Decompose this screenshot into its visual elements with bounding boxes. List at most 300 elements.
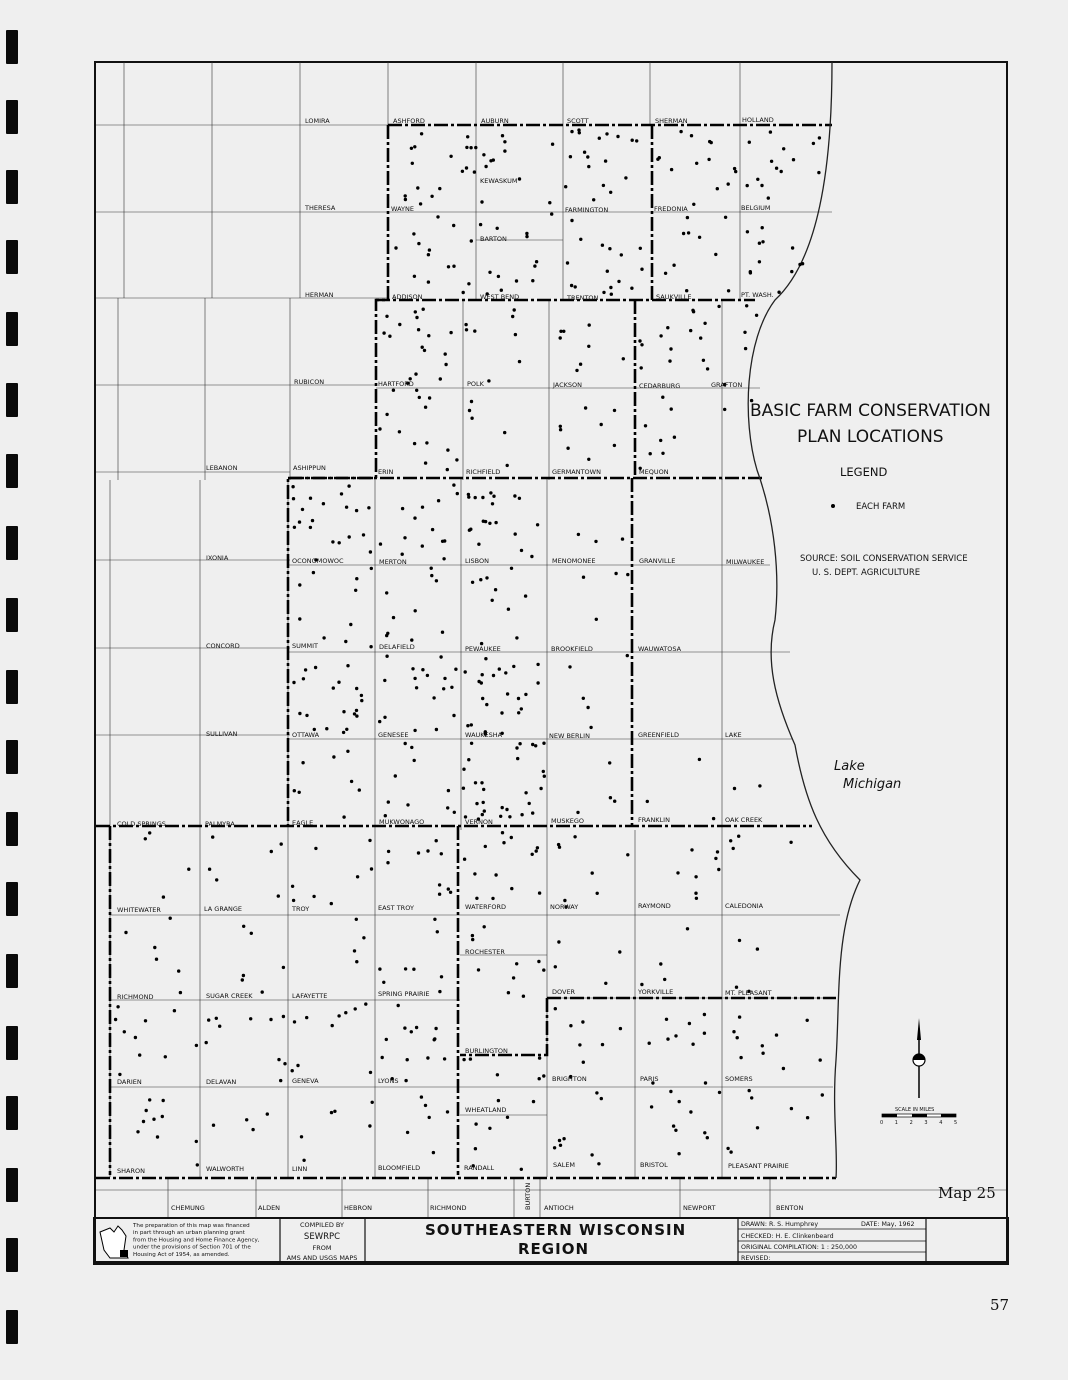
farm-dot bbox=[609, 286, 612, 289]
farm-dot bbox=[706, 1136, 709, 1139]
farm-dot bbox=[695, 897, 698, 900]
farm-dot bbox=[300, 1135, 303, 1138]
farm-dot bbox=[746, 230, 749, 233]
farm-dot bbox=[282, 966, 285, 969]
farm-dot bbox=[635, 139, 638, 142]
farm-dot bbox=[385, 1038, 388, 1041]
farm-dot bbox=[703, 322, 706, 325]
farm-dot bbox=[475, 802, 478, 805]
town-label: IXONIA bbox=[206, 554, 229, 562]
farm-dot bbox=[414, 310, 417, 313]
farm-dot bbox=[269, 1018, 272, 1021]
township-grid bbox=[96, 62, 1006, 1218]
town-label: NORWAY bbox=[550, 903, 579, 911]
farm-dot bbox=[355, 509, 358, 512]
farm-dot bbox=[403, 536, 406, 539]
farm-dot bbox=[767, 196, 770, 199]
farm-dot bbox=[664, 272, 667, 275]
farm-dot bbox=[702, 359, 705, 362]
farm-dot bbox=[404, 967, 407, 970]
farm-dot bbox=[750, 1096, 753, 1099]
farm-dot bbox=[406, 1058, 409, 1061]
farm-dot bbox=[378, 427, 381, 430]
farm-dot bbox=[283, 1062, 286, 1065]
farm-dot bbox=[566, 261, 569, 264]
farm-dot bbox=[644, 424, 647, 427]
farm-dot bbox=[187, 868, 190, 871]
farm-dot bbox=[415, 316, 418, 319]
town-label: OTTAWA bbox=[292, 731, 320, 739]
farm-dot bbox=[355, 960, 358, 963]
farm-dot bbox=[338, 541, 341, 544]
checked-by: CHECKED: H. E. Clinkenbeard bbox=[741, 1233, 834, 1240]
town-label: SOMERS bbox=[725, 1075, 753, 1083]
farm-dot bbox=[354, 589, 357, 592]
farm-dot bbox=[442, 557, 445, 560]
farm-dot bbox=[331, 1024, 334, 1027]
farm-dot bbox=[694, 892, 697, 895]
farm-dot bbox=[573, 835, 576, 838]
lake-label-2: Michigan bbox=[843, 777, 902, 792]
farm-dot bbox=[162, 895, 165, 898]
farm-dot bbox=[492, 674, 495, 677]
farm-dot bbox=[564, 185, 567, 188]
farm-dot bbox=[819, 1058, 822, 1061]
farm-dot bbox=[152, 1118, 155, 1121]
farm-dot bbox=[732, 1030, 735, 1033]
farm-dot bbox=[466, 724, 469, 727]
farm-dot bbox=[727, 182, 730, 185]
farm-dot bbox=[428, 1116, 431, 1119]
farm-dot bbox=[710, 141, 713, 144]
funding-note-line: Housing Act of 1954, as amended. bbox=[133, 1251, 230, 1258]
farm-dot bbox=[518, 497, 521, 500]
farm-dot bbox=[533, 264, 536, 267]
compiled-by-line: FROM bbox=[312, 1244, 332, 1252]
farm-dot bbox=[330, 1111, 333, 1114]
farm-dot bbox=[304, 668, 307, 671]
farm-dot bbox=[434, 1027, 437, 1030]
farm-dot bbox=[782, 1067, 785, 1070]
farm-dot bbox=[553, 1146, 556, 1149]
farm-dot bbox=[518, 360, 521, 363]
farm-dot bbox=[582, 576, 585, 579]
farm-dot bbox=[385, 591, 388, 594]
farm-dot bbox=[577, 533, 580, 536]
farm-dot bbox=[452, 224, 455, 227]
farm-dot bbox=[437, 499, 440, 502]
farm-dot bbox=[518, 742, 521, 745]
funding-note-line: under the provisions of Section 701 of the bbox=[133, 1244, 251, 1251]
farm-dot bbox=[769, 130, 772, 133]
farm-dot bbox=[538, 1056, 541, 1059]
farm-dot bbox=[465, 146, 468, 149]
farm-dot bbox=[695, 162, 698, 165]
town-label: BLOOMFIELD bbox=[378, 1164, 421, 1172]
farm-dot bbox=[638, 339, 641, 342]
farm-dot bbox=[331, 540, 334, 543]
farm-dot bbox=[156, 1135, 159, 1138]
farm-dot bbox=[482, 788, 485, 791]
farm-dot bbox=[349, 623, 352, 626]
farm-dot bbox=[542, 770, 545, 773]
farm-dot bbox=[468, 409, 471, 412]
farm-dot bbox=[586, 706, 589, 709]
farm-dot bbox=[594, 540, 597, 543]
farm-dot bbox=[758, 784, 761, 787]
farm-dot bbox=[368, 839, 371, 842]
farm-dot bbox=[674, 1129, 677, 1132]
farm-dot bbox=[588, 323, 591, 326]
scale-label: SCALE IN MILES bbox=[895, 1107, 935, 1113]
farm-dot bbox=[507, 991, 510, 994]
farm-dot bbox=[739, 1056, 742, 1059]
farm-dot bbox=[575, 369, 578, 372]
farm-dot bbox=[463, 858, 466, 861]
farm-dot bbox=[411, 162, 414, 165]
farm-dot bbox=[136, 1130, 139, 1133]
farm-dot bbox=[378, 720, 381, 723]
farm-dot bbox=[415, 389, 418, 392]
farm-dot bbox=[515, 746, 518, 749]
farm-dot bbox=[426, 674, 429, 677]
farm-dot bbox=[358, 788, 361, 791]
farm-dot bbox=[342, 710, 345, 713]
farm-dot bbox=[446, 448, 449, 451]
farm-dot bbox=[347, 484, 350, 487]
farm-dot bbox=[474, 496, 477, 499]
farm-dot bbox=[505, 808, 508, 811]
farm-dot bbox=[337, 1014, 340, 1017]
farm-dot bbox=[498, 667, 501, 670]
farm-dot bbox=[515, 636, 518, 639]
town-label: JACKSON bbox=[553, 381, 583, 389]
farm-dot bbox=[602, 291, 605, 294]
farm-dot bbox=[411, 667, 414, 670]
farm-dot bbox=[694, 875, 697, 878]
source-line-2: U. S. DEPT. AGRICULTURE bbox=[812, 568, 921, 578]
town-label: WATERFORD bbox=[465, 903, 506, 911]
farm-dot bbox=[410, 746, 413, 749]
town-label: BELGIUM bbox=[741, 204, 771, 212]
farm-dot bbox=[474, 781, 477, 784]
farm-dot bbox=[417, 851, 420, 854]
farm-dot bbox=[497, 1099, 500, 1102]
farm-dot bbox=[618, 950, 621, 953]
farm-dot bbox=[817, 171, 820, 174]
farm-dot bbox=[756, 1126, 759, 1129]
border-town-label: BENTON bbox=[776, 1204, 804, 1212]
town-label: HERMAN bbox=[305, 291, 334, 299]
farm-dot bbox=[672, 264, 675, 267]
farm-dot bbox=[144, 837, 147, 840]
town-label: SAUKVILLE bbox=[656, 293, 692, 301]
farm-dot bbox=[726, 1147, 729, 1150]
title-block bbox=[94, 1218, 1008, 1264]
farm-dot bbox=[666, 1037, 669, 1040]
farm-dot bbox=[314, 666, 317, 669]
farm-dot bbox=[369, 550, 372, 553]
farm-dot bbox=[148, 831, 151, 834]
farm-dot bbox=[355, 918, 358, 921]
farm-dot bbox=[669, 1090, 672, 1093]
town-label: GERMANTOWN bbox=[552, 468, 601, 476]
farm-dot bbox=[467, 493, 470, 496]
farm-dot bbox=[424, 461, 427, 464]
farm-dot bbox=[534, 744, 537, 747]
farm-dot bbox=[516, 757, 519, 760]
farm-dot bbox=[464, 670, 467, 673]
farm-dot bbox=[298, 583, 301, 586]
farm-dot bbox=[539, 787, 542, 790]
border-town-label: ANTIOCH bbox=[544, 1204, 574, 1212]
farm-dot bbox=[195, 1140, 198, 1143]
farm-dot bbox=[417, 242, 420, 245]
farm-dot bbox=[703, 1013, 706, 1016]
town-labels bbox=[117, 116, 804, 1212]
farm-dot bbox=[421, 346, 424, 349]
farm-dot bbox=[610, 293, 613, 296]
farm-dot bbox=[679, 130, 682, 133]
farm-dot bbox=[342, 731, 345, 734]
farm-dot bbox=[678, 1100, 681, 1103]
farm-dot bbox=[659, 334, 662, 337]
farm-dot bbox=[447, 789, 450, 792]
farm-dot bbox=[569, 155, 572, 158]
farm-dot bbox=[298, 520, 301, 523]
farm-dot bbox=[164, 1055, 167, 1058]
farm-dot bbox=[430, 574, 433, 577]
farm-dot bbox=[542, 742, 545, 745]
town-label: NEW BERLIN bbox=[549, 732, 590, 740]
farm-dot bbox=[520, 1168, 523, 1171]
farm-dot bbox=[512, 665, 515, 668]
farm-dot bbox=[292, 899, 295, 902]
farm-dot bbox=[531, 743, 534, 746]
revised: REVISED: bbox=[741, 1255, 771, 1262]
farm-dot bbox=[661, 452, 664, 455]
farm-dot bbox=[462, 291, 465, 294]
farm-dot bbox=[528, 802, 531, 805]
farm-dot bbox=[559, 425, 562, 428]
town-label: GRAFTON bbox=[711, 381, 743, 389]
farm-dot bbox=[483, 925, 486, 928]
border-town-label: CHEMUNG bbox=[171, 1204, 205, 1212]
scale-tick-label: 5 bbox=[954, 1120, 958, 1126]
farm-dot bbox=[412, 232, 415, 235]
farm-dot bbox=[422, 308, 425, 311]
farm-dot bbox=[435, 839, 438, 842]
farm-dot bbox=[608, 761, 611, 764]
farm-dot bbox=[470, 723, 473, 726]
farm-dot bbox=[494, 873, 497, 876]
farm-dot bbox=[449, 891, 452, 894]
farm-dot bbox=[736, 1036, 739, 1039]
farm-dot bbox=[761, 226, 764, 229]
farm-dot bbox=[325, 727, 328, 730]
farm-dot bbox=[520, 813, 523, 816]
map-number: Map 25 bbox=[938, 1184, 996, 1202]
town-label: DELAVAN bbox=[206, 1078, 237, 1086]
town-label: MUKWONAGO bbox=[379, 818, 425, 826]
border-town-label: RICHMOND bbox=[430, 1204, 467, 1212]
farm-dot bbox=[296, 1064, 299, 1067]
farm-dot bbox=[569, 1024, 572, 1027]
farm-dot bbox=[485, 703, 488, 706]
farm-dot bbox=[600, 1097, 603, 1100]
farm-dot bbox=[551, 143, 554, 146]
farm-dot bbox=[491, 599, 494, 602]
farm-dot bbox=[447, 887, 450, 890]
farm-dot bbox=[464, 323, 467, 326]
farm-dot bbox=[698, 236, 701, 239]
farm-dot bbox=[414, 372, 417, 375]
border-town-label: NEWPORT bbox=[683, 1204, 716, 1212]
farm-dot bbox=[659, 962, 662, 965]
farm-dot bbox=[382, 331, 385, 334]
farm-dot bbox=[161, 1115, 164, 1118]
town-label: ASHFORD bbox=[393, 117, 425, 125]
compiled-by-line: SEWRPC bbox=[303, 1232, 341, 1242]
farm-dot bbox=[439, 655, 442, 658]
farm-dot bbox=[690, 848, 693, 851]
farm-dot bbox=[745, 304, 748, 307]
farm-dot bbox=[398, 323, 401, 326]
farm-dot bbox=[579, 238, 582, 241]
farm-dot bbox=[404, 194, 407, 197]
farm-dot bbox=[419, 202, 422, 205]
farm-dot bbox=[250, 932, 253, 935]
farm-dot bbox=[466, 135, 469, 138]
farm-dot bbox=[470, 400, 473, 403]
farm-dot bbox=[266, 1112, 269, 1115]
farm-dot bbox=[420, 1095, 423, 1098]
farm-dot bbox=[791, 246, 794, 249]
town-label: SHARON bbox=[117, 1167, 145, 1175]
farm-dot bbox=[370, 867, 373, 870]
lake-label-1: Lake bbox=[834, 759, 865, 774]
town-label: WAUKESHA bbox=[465, 731, 503, 739]
farm-dot bbox=[485, 576, 488, 579]
farm-dot bbox=[435, 579, 438, 582]
farm-dot bbox=[482, 520, 485, 523]
farm-dot bbox=[502, 841, 505, 844]
scale-tick-label: 1 bbox=[894, 1120, 898, 1126]
farm-dot bbox=[386, 632, 389, 635]
farm-dot bbox=[449, 331, 452, 334]
farm-dot bbox=[142, 1120, 145, 1123]
farm-dot bbox=[481, 697, 484, 700]
town-label: BROOKFIELD bbox=[551, 645, 593, 653]
farm-dot bbox=[312, 571, 315, 574]
farm-dot bbox=[440, 852, 443, 855]
farm-dot bbox=[442, 687, 445, 690]
farm-dot bbox=[330, 902, 333, 905]
town-label: SCOTT bbox=[567, 117, 589, 125]
farm-dot bbox=[438, 883, 441, 886]
town-label: LEBANON bbox=[206, 464, 238, 472]
farm-dot bbox=[732, 847, 735, 850]
farm-dot bbox=[403, 1026, 406, 1029]
farm-dot bbox=[496, 1073, 499, 1076]
farm-dot bbox=[587, 345, 590, 348]
farm-dot bbox=[452, 265, 455, 268]
town-label: WAYNE bbox=[391, 205, 414, 213]
farm-dot bbox=[690, 134, 693, 137]
farm-dot bbox=[648, 1042, 651, 1045]
farm-dot bbox=[738, 939, 741, 942]
town-label: LOMIRA bbox=[305, 117, 330, 125]
farm-dot bbox=[426, 849, 429, 852]
town-label: RICHFIELD bbox=[466, 468, 501, 476]
funding-note-line: from the Housing and Home Finance Agency, bbox=[133, 1237, 260, 1244]
farm-dot bbox=[388, 335, 391, 338]
town-label: GENESEE bbox=[378, 731, 409, 739]
town-label: SUMMIT bbox=[292, 642, 318, 650]
farm-dot bbox=[587, 165, 590, 168]
farm-dot bbox=[511, 315, 514, 318]
farm-dot bbox=[522, 995, 525, 998]
farm-dot bbox=[394, 774, 397, 777]
farm-dot bbox=[597, 1162, 600, 1165]
farm-dot bbox=[155, 958, 158, 961]
farm-dot bbox=[717, 305, 720, 308]
farm-dot bbox=[354, 1007, 357, 1010]
drawn-by: DRAWN: R. S. Humphrey bbox=[741, 1221, 819, 1228]
farm-dot bbox=[592, 198, 595, 201]
farm-dot bbox=[205, 1041, 208, 1044]
farm-dot bbox=[291, 885, 294, 888]
farm-dot bbox=[609, 191, 612, 194]
farm-dot bbox=[600, 423, 603, 426]
farm-dot bbox=[293, 789, 296, 792]
town-label: LAFAYETTE bbox=[292, 992, 328, 1000]
town-label: GREENFIELD bbox=[638, 731, 680, 739]
farm-dot bbox=[535, 260, 538, 263]
farm-dot bbox=[758, 260, 761, 263]
farm-dot bbox=[309, 526, 312, 529]
farm-dot bbox=[758, 242, 761, 245]
town-label: CONCORD bbox=[206, 642, 240, 650]
farm-dot bbox=[707, 158, 710, 161]
farm-dot bbox=[211, 835, 214, 838]
farm-dot bbox=[153, 946, 156, 949]
farm-dot bbox=[427, 334, 430, 337]
farm-dot bbox=[570, 284, 573, 287]
farm-dot bbox=[626, 853, 629, 856]
town-label: RICHMOND bbox=[117, 993, 154, 1001]
farm-dot bbox=[471, 581, 474, 584]
farm-dot bbox=[430, 567, 433, 570]
farm-dot bbox=[492, 495, 495, 498]
farm-dot bbox=[622, 357, 625, 360]
farm-dot bbox=[212, 1124, 215, 1127]
farm-dot bbox=[661, 396, 664, 399]
farm-dot bbox=[517, 697, 520, 700]
farm-dot bbox=[368, 1124, 371, 1127]
farm-dot bbox=[467, 282, 470, 285]
region-highlight-icon bbox=[120, 1250, 128, 1257]
funding-note-line: The preparation of this map was financed bbox=[133, 1223, 250, 1229]
border-town-label: ALDEN bbox=[258, 1204, 281, 1212]
farm-dot bbox=[305, 1016, 308, 1019]
farm-dot bbox=[659, 439, 662, 442]
farm-dot bbox=[355, 709, 358, 712]
farm-dot bbox=[360, 694, 363, 697]
farm-dot bbox=[427, 280, 430, 283]
farm-dot bbox=[455, 458, 458, 461]
farm-dot bbox=[435, 728, 438, 731]
